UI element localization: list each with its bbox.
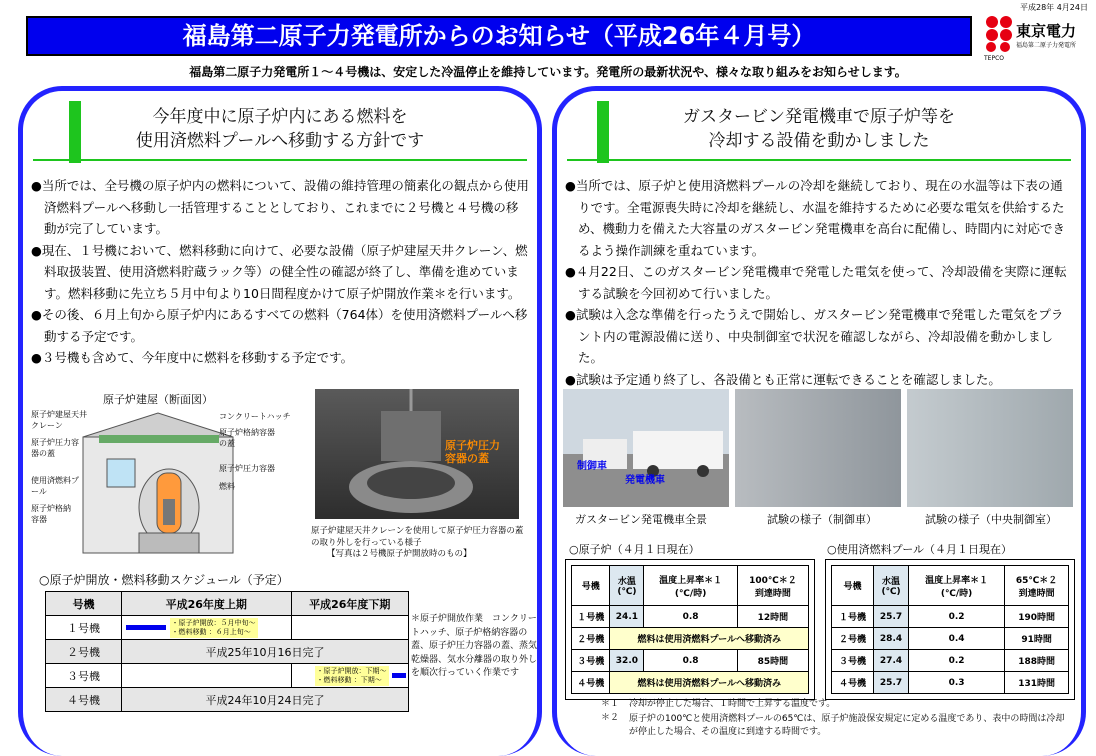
reactor-table: 号機 水温 (℃) 温度上昇率＊１ (℃/時) 100℃＊２ 到達時間 １号機 24.1 0.8 12時間 ２号機 燃料は使用済燃料プールへ移動済み ３号機 32.0 0.8 85時間 ４号機 燃料は使用済燃料プールへ移動済み — [565, 559, 815, 700]
tepco-text: TEPCO — [984, 55, 1004, 62]
table-cell: 85時間 — [737, 650, 808, 672]
table-cell: 0.2 — [908, 650, 1004, 672]
table-cell: ４号機 — [572, 672, 610, 694]
table-cell: 25.7 — [874, 606, 909, 628]
paragraph: ●その後、６月上旬から原子炉内にあるすべての燃料（764体）を使用済燃料プールへ移動する予定です。 — [31, 307, 528, 344]
table-cell: 12時間 — [737, 606, 808, 628]
table-cell: ４号機 — [832, 672, 874, 694]
paragraph: ●当所では、原子炉と使用済燃料プールの冷却を継続しており、現在の水温等は下表の通りです。全電源喪失時に冷却を継続し、水温を維持するために必要な電気を供給するため、機動力を備えた大容量のガスタービン発電機車を高台に配備し、時間内に対応できるよう操作訓練を重ねています。 — [565, 178, 1066, 258]
table-cell: 0.4 — [908, 628, 1004, 650]
table-row — [832, 606, 1069, 628]
tepco-logo — [980, 12, 1090, 60]
note-2: 原子炉の100℃と使用済燃料プールの65℃は、原子炉施設保安規定に定める温度であり、表中の時間は冷却が停止した場合、その温度に到達する時間です。 — [629, 714, 1065, 737]
table-cell: 28.4 — [874, 628, 909, 650]
pool-table-title: ○使用済燃料プール（４月１日現在） — [827, 543, 1013, 556]
table-cell: 0.2 — [908, 606, 1004, 628]
table-row — [572, 650, 809, 672]
table-cell: ３号機 — [832, 650, 874, 672]
table-cell: 25.7 — [874, 672, 909, 694]
photo-caption: 原子炉建屋天井クレーンを使用して原子炉圧力容器の蓋の取り外しを行っている様子 — [311, 526, 524, 548]
reactor-lid-photo: 原子炉圧力容器の蓋 — [315, 389, 519, 519]
table-row — [832, 672, 1069, 694]
gas-turbine-panel: ガスタービン発電機車で原子炉等を 冷却する設備を動かしました ●当所では、原子炉と使用済燃料プールの冷却を継続しており、現在の水温等は下表の通りです。全電源喪失時に冷却を継続し、水温を維持するために必要な電気を供給するため、機動力を備えた大容量のガスタービン発電機車を高台に配備し、時間内に対応できるよう操作訓練を重ねています。 ●４月22日、このガスタービン発電機車で発電した電気を使って、冷却設備を実際に運転する試験を今回初めて行いました。 ●試験は入念な準備を行ったうえで開始し、ガスタービン発電機車で発電した電気をプラント内の電源設備に送り、中央制御室で状況を確認しながら、冷却設備を動かしました。 ●試験は予定通り終了し、各設備とも正常に運転できることを確認しました。 制御車 発電機車 ガスタービン発電機車全景 試験の様子（制御車） 試験の様子（中央制御室） ○原子炉（４月１日現在） ○使用済燃料プール（４月１日現在） 号機 水温 (℃) 温度上昇率＊１ (℃/時) 100℃＊２ 到達時間 １号機 24.1 0.8 12時間 ２号機 燃料は使用済燃料プールへ移動済み ３号機 32.0 0.8 85時間 ４号機 燃料は使用済燃料プールへ移動済み 号機 水温 (℃) 温度上昇率＊１ (℃/時) 65℃＊２ 到達時間 １号機 25.7 0.2 190時間 ２号機 28.4 0.4 91時間 ３号機 27.4 0.2 188時間 ４号機 25.7 0.3 131時間 ＊１ 冷却が停止した場合、１時間で上昇する温度です。 ＊２ 原子炉の100℃と使用済燃料プールの65℃は、原子炉施設保安規定に定める温度であり、表中の時間は冷却が停止した場合、その温度に到達する時間です。 — [552, 86, 1086, 756]
diagram-title: 原子炉建屋（断面図） — [103, 393, 213, 406]
table-row — [832, 650, 1069, 672]
table-cell: ２号機 — [832, 628, 874, 650]
issue-date: 平成28年 4月24日 — [1020, 3, 1088, 12]
schedule-title: ○原子炉開放・燃料移動スケジュール（予定） — [39, 573, 289, 587]
table-cell: ３号機 — [572, 650, 610, 672]
unit3-bar — [392, 673, 406, 678]
table-cell: １号機 — [572, 606, 610, 628]
control-room-photo — [907, 389, 1073, 507]
paragraph: ●現在、１号機において、燃料移動に向けて、必要な設備（原子炉建屋天井クレーン、燃料取扱装置、使用済燃料貯蔵ラック等）の健全性の確認が終了し、準備を進めています。燃料移動に先立ち５月中旬より10日間程度かけて原子炉開放作業＊を行います。 — [31, 242, 528, 301]
paragraph: ●４月22日、このガスタービン発電機車で発電した電気を使って、冷却設備を実際に運転する試験を今回初めて行いました。 — [565, 264, 1067, 301]
generator-truck-photo: 制御車 発電機車 — [563, 389, 729, 507]
paragraph: ●３号機も含めて、今年度中に燃料を移動する予定です。 — [31, 350, 354, 365]
pool-table: 号機 水温 (℃) 温度上昇率＊１ (℃/時) 65℃＊２ 到達時間 １号機 25.7 0.2 190時間 ２号機 28.4 0.4 91時間 ３号機 27.4 0.2 188時間 ４号機 25.7 0.3 131時間 — [825, 559, 1075, 700]
right-panel-title: ガスタービン発電機車で原子炉等を 冷却する設備を動かしました — [683, 107, 955, 151]
left-body — [31, 175, 529, 369]
paragraph: ●試験は予定通り終了し、各設備とも正常に運転できることを確認しました。 — [565, 371, 1001, 387]
table-row — [572, 606, 809, 628]
table-cell: 0.3 — [908, 672, 1004, 694]
photo-note: 【写真は２号機原子炉開放時のもの】 — [327, 549, 472, 559]
left-panel-title: 今年度中に原子炉内にある燃料を 使用済燃料プールへ移動する方針です — [135, 107, 425, 151]
table-row — [572, 672, 809, 694]
unit1-bar — [126, 625, 166, 630]
table-cell: 32.0 — [610, 650, 644, 672]
schedule-table: 号機 平成26年度上期 平成26年度下期 １号機 ・原子炉開放：５月中旬～ ・燃料移動 ：６月上旬～ ２号機 平成25年10月16日完了 ３号機 ・原子炉開放：下期～ ・燃料移動 ：下期～ ４号機 平成24年10月24日完了 — [45, 591, 409, 712]
page-title: 福島第二原子力発電所からのお知らせ（平成26年４月号） — [26, 16, 972, 56]
plant-name: 福島第二原子力発電所 — [1016, 42, 1077, 49]
table-cell: 燃料は使用済燃料プールへ移動済み — [610, 628, 809, 650]
table-row — [832, 628, 1069, 650]
company-name: 東京電力 — [1016, 22, 1077, 40]
table-cell: 0.8 — [644, 606, 737, 628]
note-1: 冷却が停止した場合、１時間で上昇する温度です。 — [629, 699, 836, 709]
right-body — [565, 175, 1073, 390]
table-cell: 91時間 — [1005, 628, 1069, 650]
control-vehicle-photo — [735, 389, 901, 507]
table-cell: 27.4 — [874, 650, 909, 672]
paragraph: ●当所では、全号機の原子炉内の燃料について、設備の維持管理の簡素化の観点から使用済燃料プールへ移動し一括管理することとしており、これまでに２号機と４号機の移動が完了しています。 — [31, 178, 529, 236]
intro-text: 福島第二原子力発電所１～４号機は、安定した冷温停止を維持しています。発電所の最新状況や、様々な取り組みをお知らせします。 — [189, 65, 907, 79]
table-cell: １号機 — [832, 606, 874, 628]
table-cell: 燃料は使用済燃料プールへ移動済み — [610, 672, 809, 694]
footnote: ＊原子炉開放作業 コンクリートハッチ、原子炉格納容器の蓋、原子炉圧力容器の蓋、蒸気乾燥器、気水分離器の取り外しを順次行っていく作業です — [411, 614, 538, 678]
table-cell: 0.8 — [644, 650, 737, 672]
table-cell: 188時間 — [1005, 650, 1069, 672]
reactor-table-title: ○原子炉（４月１日現在） — [569, 543, 700, 556]
table-cell: 131時間 — [1005, 672, 1069, 694]
table-cell: ２号機 — [572, 628, 610, 650]
table-cell: 190時間 — [1005, 606, 1069, 628]
tepco-logo-icon — [986, 16, 1016, 54]
table-cell: 24.1 — [610, 606, 644, 628]
fuel-transfer-panel: 今年度中に原子炉内にある燃料を 使用済燃料プールへ移動する方針です ●当所では、全号機の原子炉内の燃料について、設備の維持管理の簡素化の観点から使用済燃料プールへ移動し一括管理することとしており、これまでに２号機と４号機の移動が完了しています。 ●現在、１号機において、燃料移動に向けて、必要な設備（原子炉建屋天井クレーン、燃料取扱装置、使用済燃料貯蔵ラック等）の健全性の確認が終了し、準備を進めています。燃料移動に先立ち５月中旬より10日間程度かけて原子炉開放作業＊を行います。 ●その後、６月上旬から原子炉内にあるすべての燃料（764体）を使用済燃料プールへ移動する予定です。 ●３号機も含めて、今年度中に燃料を移動する予定です。 原子炉建屋（断面図） 原子炉建屋天井クレーン 原子炉圧力容器の蓋 使用済燃料プール 原子炉格納容器 コンクリートハッチ 原子炉格納容器の蓋 原子炉圧力容器 燃料 原子炉圧力容器の蓋 原子炉建屋天井クレーンを使用して原子炉圧力容器の蓋の取り外しを行っている様子 【写真は２号機原子炉開放時のもの】 ○原子炉開放・燃料移動スケジュール（予定） 号機 平成26年度上期 平成26年度下期 １号機 ・原子炉開放：５月中旬～ ・燃料移動 ：６月上旬～ ２号機 平成25年10月16日完了 ３号機 ・原子炉開放：下期～ ・燃料移動 ：下期～ ４号機 平成24年10月24日完了 ＊原子炉開放作業 コンクリートハッチ、原子炉格納容器の蓋、原子炉圧力容器の蓋、蒸気乾燥器、気水分離器の取り外しを順次行っていく作業です — [18, 86, 542, 756]
paragraph: ●試験は入念な準備を行ったうえで開始し、ガスタービン発電機車で発電した電気をプラント内の電源設備に送り、中央制御室で状況を確認しながら、冷却設備を動かしました。 — [565, 307, 1064, 365]
table-row — [572, 628, 809, 650]
